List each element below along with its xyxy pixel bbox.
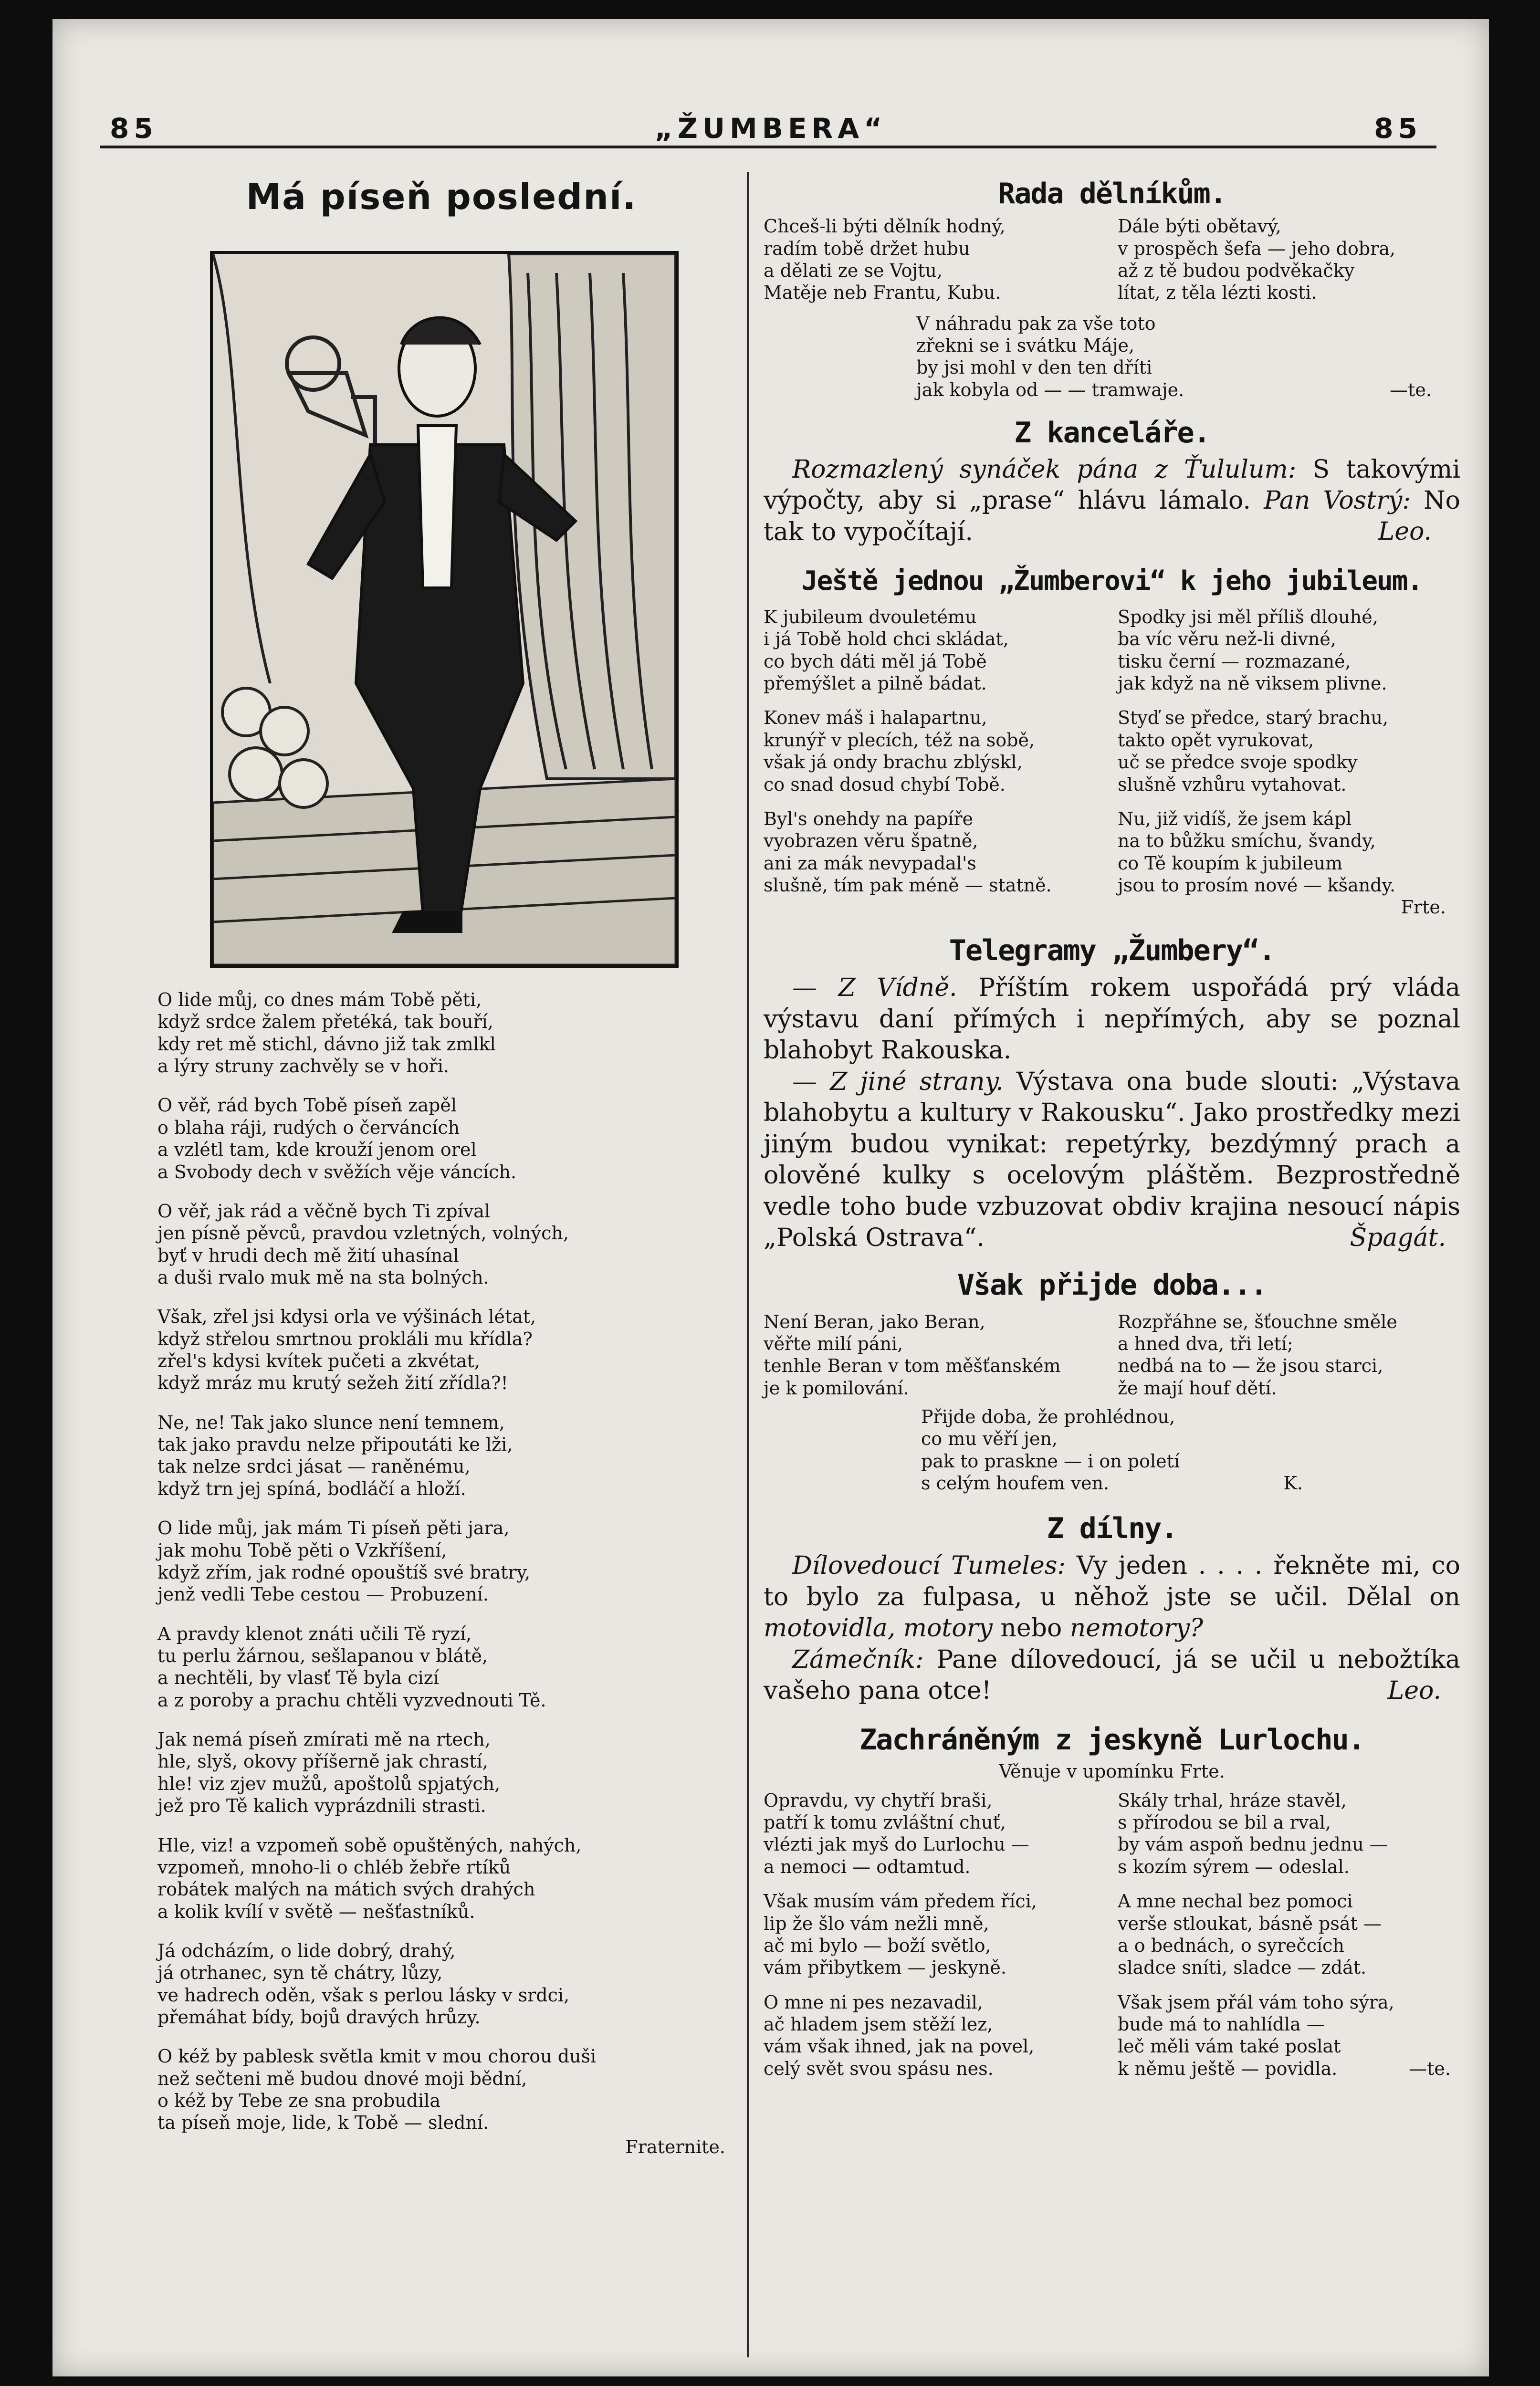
poem-body — [157, 989, 725, 2158]
poem-line: jež pro Tě kalich vyprázdnili strasti. — [157, 1795, 486, 1817]
masthead-title: „ŽUMBERA“ — [654, 112, 887, 145]
poem-line: hle, slyš, okovy příšerně jak chrastí, — [157, 1751, 488, 1772]
poem-line: než sečteni mě budou dnové moji bědní, — [157, 2068, 527, 2089]
verse-line: bude má to nahlídla — — [1118, 2013, 1325, 2035]
singer-illustration — [210, 251, 679, 968]
poem-line: ta píseň moje, lide, k Tobě — slední. — [157, 2112, 489, 2134]
verse-line: by jsi mohl v den ten dříti — [916, 357, 1152, 378]
poem-line: a lýry struny zachvěly se v hoři. — [157, 1056, 449, 1077]
verse-stanza — [764, 1991, 1106, 2080]
verse-line: celý svět svou spásu nes. — [764, 2058, 994, 2079]
verse-line: patří k tomu zvláštní chuť, — [764, 1812, 1006, 1833]
verse-line: věřte milí páni, — [764, 1333, 903, 1354]
verse-line: Nu, již vidíš, že jsem kápl — [1118, 808, 1352, 829]
poem-line: Já odcházím, o lide dobrý, drahý, — [157, 1940, 456, 1961]
lurloch-article — [764, 1723, 1460, 2092]
poem-line: jen písně pěvců, pravdou vzletných, volných, — [157, 1223, 569, 1244]
verse-line: v prospěch šefa — jeho dobra, — [1118, 238, 1396, 259]
dateline: Z Vídně. — [838, 973, 957, 1003]
poem-line: jak mohu Tobě pěti o Vzkříšení, — [157, 1539, 447, 1561]
poem-line: vzpomeň, mnoho-li o chléb žebře rtíků — [157, 1856, 511, 1878]
verse-stanza — [1118, 1991, 1460, 2080]
verse-line: přemýšlet a pilně bádat. — [764, 673, 987, 694]
doba-signature: K. — [1283, 1473, 1303, 1494]
verse-line: na to bůžku smíchu, švandy, — [1118, 830, 1376, 852]
poem-line: když mráz mu krutý sežeh žití zřídla?! — [157, 1372, 508, 1394]
verse-line: co snad dosud chybí Tobě. — [764, 774, 1006, 795]
poem-line: tu perlu žárnou, sešlapanou v blátě, — [157, 1645, 488, 1666]
lurloch-signature: —te. — [1409, 2058, 1451, 2079]
poem-stanza — [157, 1200, 725, 1288]
right-column — [764, 177, 1460, 2092]
kancelar-title: Z kanceláře. — [1014, 416, 1210, 450]
lurloch-left — [764, 1790, 1106, 2092]
verse-line: lítat, z těla lézti kosti. — [1118, 282, 1317, 303]
telegramy-article — [764, 933, 1460, 1254]
telegram-paragraph: — Z jiné strany. Výstava ona bude slouti: „Výstava blahobytu a kultury v Rakousku“. Jako prostředky mezi jiným budou vynikat: repetýrky, bezdýmný prach a olověné kulky s ocelovým pláštěm. Bezprostředně vedle toho bude vzbuzovat obdiv krajina nesoucí nápis „Polská Ostrava“. — [764, 1067, 1461, 1253]
verse-line: Skály trhal, hráze stavěl, — [1118, 1790, 1347, 1811]
poem-line: O věř, rád bych Tobě píseň zapěl — [157, 1095, 457, 1116]
verse-stanza — [1118, 606, 1460, 694]
speaker-name: Zámečník: — [792, 1645, 924, 1674]
poem-line: O věř, jak rád a věčně bych Ti zpíval — [157, 1200, 491, 1222]
poem-line: O lide můj, co dnes mám Tobě pěti, — [157, 989, 482, 1010]
poem-line: když zřím, jak rodné opouštíš své bratry, — [157, 1561, 531, 1583]
verse-line: až z tě budou podvěkačky — [1118, 260, 1355, 281]
verse-line: Matěje neb Frantu, Kubu. — [764, 282, 1001, 303]
dateline: Z jiné strany. — [830, 1067, 1004, 1096]
verse-line: uč se předce svoje spodky — [1118, 752, 1358, 773]
doba-title: Však přijde doba... — [957, 1268, 1267, 1302]
lurloch-dedication: Věnuje v upomínku Frte. — [999, 1761, 1225, 1782]
poem-line: a nechtěli, by vlasť Tě byla cizí — [157, 1667, 439, 1689]
verse-line: vlézti jak myš do Lurlochu — — [764, 1834, 1029, 1855]
poem-line: byť v hrudi dech mě žití uhasínal — [157, 1245, 459, 1266]
telegram-paragraph: — Z Vídně. Příštím rokem uspořádá prý vláda výstavu daní přímých i nepřímých, aby se poznal blahobyt Rakouska. — [764, 973, 1460, 1065]
verse-line: Není Beran, jako Beran, — [764, 1311, 985, 1332]
poem-line: a vzlétl tam, kde krouží jenom orel — [157, 1139, 477, 1161]
poem-line: a duši rvalo muk mě na sta bolných. — [157, 1266, 489, 1288]
telegramy-title: Telegramy „Žumbery“. — [949, 933, 1275, 967]
verse-line: jsou to prosím nové — kšandy. — [1118, 874, 1396, 896]
poem-line: když střelou smrtnou prokláli mu křídla? — [157, 1328, 533, 1350]
verse-stanza — [1118, 1790, 1460, 1878]
verse-stanza — [1118, 707, 1460, 795]
verse-line: a hned dva, tři letí; — [1118, 1333, 1293, 1354]
verse-line: co mu věří jen, — [921, 1428, 1058, 1450]
verse-line: s celým houfem ven. — [921, 1473, 1110, 1494]
speaker-name: Pan Vostrý: — [1264, 486, 1411, 515]
verse-line: takto opět vyrukovat, — [1118, 729, 1314, 751]
rada-signature: —te. — [1390, 379, 1432, 400]
verse-line: krunýř v plecích, též na sobě, — [764, 729, 1035, 751]
verse-line: ač hladem jsem stěží lez, — [764, 2013, 993, 2035]
poem-line: já otrhanec, syn tě chátry, lůzy, — [157, 1962, 443, 1984]
poem-stanza — [157, 1412, 725, 1500]
kancelar-article — [764, 415, 1460, 548]
poem-line: o blaha ráji, rudých o červáncích — [157, 1117, 460, 1138]
verse-line: co bych dáti měl já Tobě — [764, 650, 987, 672]
verse-line: je k pomilování. — [764, 1377, 909, 1399]
poem-line: jenž vedli Tebe cestou — Probuzení. — [157, 1584, 489, 1605]
poem-line: Však, zřel jsi kdysi orla ve výšinách létat, — [157, 1306, 536, 1328]
jubileum-title: Ještě jednou „Žumberovi“ k jeho jubileum. — [801, 565, 1423, 596]
doba-bottom-stanza — [921, 1406, 1460, 1494]
poem-stanza — [157, 1728, 725, 1817]
dilna-paragraph: Dílovedoucí Tumeles: Vy jeden . . . . řekněte mi, co to bylo za fulpasa, u něhož jste se učil. Dělal on motovidla, motory nebo nemotory? — [764, 1551, 1460, 1643]
verse-line: zřekni se i svátku Máje, — [916, 335, 1135, 356]
poem-stanza — [157, 1306, 725, 1394]
poem-stanza — [157, 1623, 725, 1711]
verse-line: radím tobě držet hubu — [764, 238, 970, 259]
column-divider — [747, 172, 749, 2357]
doba-article — [764, 1268, 1460, 1494]
poem-line: Jak nemá píseň zmírati mě na rtech, — [157, 1729, 491, 1750]
verse-line: Chceš-li býti dělník hodný, — [764, 216, 1006, 237]
poem-line: a kolik kvílí v světě — nešťastníků. — [157, 1901, 475, 1922]
verse-line: ač mi bylo — boží světlo, — [764, 1935, 991, 1956]
verse-stanza — [764, 606, 1106, 694]
verse-line: pak to praskne — i on poletí — [921, 1450, 1180, 1472]
verse-line: že mají houf dětí. — [1118, 1377, 1277, 1399]
doba-right-stanza — [1118, 1311, 1460, 1399]
speaker-name: Rozmazlený synáček pána z Ťululum: — [792, 455, 1297, 484]
verse-stanza — [1118, 1890, 1460, 1978]
verse-line: sladce sníti, sladce — zdát. — [1118, 1957, 1367, 1978]
verse-stanza — [764, 707, 1106, 795]
speaker-name: Dílovedoucí Tumeles: — [792, 1551, 1066, 1580]
rada-left-stanza — [764, 215, 1106, 303]
rada-right-stanza — [1118, 215, 1460, 303]
poem-line: zřel's kdysi kvítek pučeti a zkvétat, — [157, 1350, 481, 1372]
jubileum-left — [764, 606, 1106, 919]
verse-line: k němu ještě — povidla. — [1118, 2058, 1338, 2079]
verse-line: Rozpřáhne se, šťouchne směle — [1118, 1311, 1397, 1332]
poem-signature: Fraternite. — [625, 2136, 725, 2157]
rada-title: Rada dělníkům. — [998, 177, 1226, 210]
header-rule — [100, 146, 1436, 148]
verse-line: tisku černí — rozmazané, — [1118, 650, 1351, 672]
verse-line: leč měli vám také poslat — [1118, 2036, 1341, 2057]
jubileum-signature: Frte. — [1401, 897, 1446, 918]
jubileum-article — [764, 565, 1460, 919]
poem-line: Ne, ne! Tak jako slunce není temnem, — [157, 1412, 505, 1433]
rada-article — [764, 177, 1460, 401]
verse-line: K jubileum dvouletému — [764, 607, 977, 628]
verse-line: a nemoci — odtamtud. — [764, 1856, 971, 1877]
poem-line: tak jako pravdu nelze připoutáti ke lži, — [157, 1434, 513, 1455]
verse-line: jak když na ně viksem plivne. — [1118, 673, 1387, 694]
poem-line: tak nelze srdci jásat — raněnému, — [157, 1456, 471, 1477]
verse-line: a dělati ze se Vojtu, — [764, 260, 943, 281]
verse-stanza — [764, 1790, 1106, 1878]
poem-line: a Svobody dech v svěžích věje váncích. — [157, 1161, 517, 1183]
left-column — [157, 177, 725, 2158]
kancelar-paragraph: Rozmazlený synáček pána z Ťululum: S takovými výpočty, aby si „prase“ hlávu lámalo. Pan Vostrý: No tak to vypočítají. — [764, 455, 1461, 546]
poem-line: o kéž by Tebe ze sna probudila — [157, 2090, 440, 2112]
poem-line: přemáhat bídy, bojů dravých hrůzy. — [157, 2007, 481, 2028]
verse-line: Byl's onehdy na papíře — [764, 808, 974, 829]
poem-line: když trn jej spíná, bodláčí a hloží. — [157, 1478, 466, 1499]
poem-line: ve hadrech oděn, však s perlou lásky v srdci, — [157, 1984, 570, 2006]
rada-bottom-stanza — [916, 313, 1460, 401]
verse-line: slušně, tím pak méně — statně. — [764, 874, 1052, 896]
verse-line: Přijde doba, že prohlédnou, — [921, 1406, 1175, 1428]
dilna-signature: Leo. — [1387, 1676, 1441, 1705]
doba-left-stanza — [764, 1311, 1106, 1399]
verse-line: Styď se předce, starý brachu, — [1118, 707, 1389, 729]
verse-line: A mne nechal bez pomoci — [1118, 1891, 1353, 1912]
verse-stanza — [764, 808, 1106, 896]
poem-line: hle! viz zjev mužů, apoštolů spjatých, — [157, 1773, 501, 1794]
verse-line: slušně vzhůru vytahovat. — [1118, 774, 1347, 795]
verse-line: by vám aspoň bednu jednu — — [1118, 1834, 1388, 1855]
dilna-paragraph: Zámečník: Pane dílovedoucí, já se učil u nebožtíka vašeho pana otce! — [764, 1645, 1460, 1706]
dilna-title: Z dílny. — [1047, 1511, 1177, 1545]
verse-line: Však jsem přál vám toho sýra, — [1118, 1991, 1394, 2013]
lurloch-right — [1118, 1790, 1460, 2092]
verse-line: Opravdu, vy chytří braši, — [764, 1790, 993, 1811]
poem-line: když srdce žalem přetéká, tak bouří, — [157, 1011, 493, 1033]
verse-line: vám však ihned, jak na povel, — [764, 2036, 1035, 2057]
verse-line: ba víc věru než-li divné, — [1118, 628, 1336, 650]
dilna-article — [764, 1511, 1460, 1707]
poem-line: A pravdy klenot znáti učili Tě ryzí, — [157, 1623, 472, 1644]
poem-stanza — [157, 989, 725, 1077]
verse-line: O mne ni pes nezavadil, — [764, 1991, 983, 2013]
verse-line: vyobrazen věru špatně, — [764, 830, 978, 852]
verse-line: s přírodou se bil a rval, — [1118, 1812, 1331, 1833]
poem-stanza — [157, 1517, 725, 1605]
poem-line: robátek malých na mátich svých drahých — [157, 1879, 535, 1900]
page-number-left: 85 — [110, 112, 158, 145]
verse-line: verše stloukat, básně psát — — [1118, 1913, 1382, 1934]
poem-stanza — [157, 1834, 725, 1923]
verse-line: jak kobyla od — — tramwaje. — [916, 379, 1184, 400]
verse-line: tenhle Beran v tom měšťanském — [764, 1355, 1061, 1377]
jubileum-right — [1118, 606, 1460, 919]
verse-line: s kozím sýrem — odeslal. — [1118, 1856, 1350, 1877]
verse-line: Však musím vám předem říci, — [764, 1891, 1037, 1912]
page-number-right: 85 — [1374, 112, 1422, 145]
verse-line: Spodky jsi měl příliš dlouhé, — [1118, 607, 1378, 628]
telegramy-signature: Špagát. — [1350, 1223, 1446, 1252]
verse-stanza — [1118, 808, 1460, 896]
poem-stanza — [157, 1940, 725, 2028]
verse-line: nedbá na to — že jsou starci, — [1118, 1355, 1383, 1377]
verse-line: co Tě koupím k jubileum — [1118, 852, 1343, 874]
poem-title: Má píseň poslední. — [246, 177, 637, 218]
verse-line: V náhradu pak za vše toto — [916, 313, 1156, 334]
verse-line: vám přibytkem — jeskyně. — [764, 1957, 1006, 1978]
verse-line: ani za mák nevypadal's — [764, 852, 976, 874]
poem-stanza — [157, 2045, 725, 2134]
poem-line: O kéž by pablesk světla kmit v mou chorou duši — [157, 2046, 597, 2067]
verse-line: Dále býti obětavý, — [1118, 216, 1281, 237]
verse-line: Konev máš i halapartnu, — [764, 707, 987, 729]
verse-stanza — [764, 1890, 1106, 1978]
verse-line: však já ondy brachu zblýskl, — [764, 752, 1023, 773]
poem-line: Hle, viz! a vzpomeň sobě opuštěných, nahých, — [157, 1834, 582, 1856]
verse-line: lip že šlo vám nežli mně, — [764, 1913, 989, 1934]
kancelar-signature: Leo. — [1378, 517, 1432, 546]
poem-line: kdy ret mě stichl, dávno již tak zmlkl — [157, 1033, 496, 1055]
poem-stanza — [157, 1094, 725, 1183]
lurloch-title: Zachráněným z jeskyně Lurlochu. — [859, 1723, 1364, 1757]
verse-line: a o bednách, o syrečcích — [1118, 1935, 1344, 1956]
poem-line: O lide můj, jak mám Ti píseň pěti jara, — [157, 1517, 510, 1539]
poem-line: a z poroby a prachu chtěli vyzvednouti Tě. — [157, 1689, 546, 1711]
newspaper-page — [52, 19, 1489, 2376]
verse-line: i já Tobě hold chci skládat, — [764, 628, 1009, 650]
